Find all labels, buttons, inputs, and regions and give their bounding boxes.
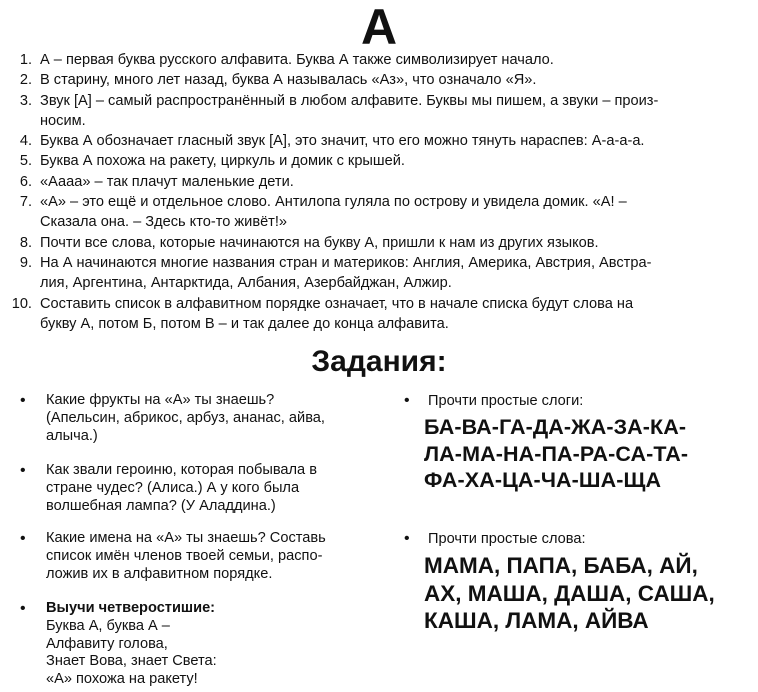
- fact-text: «Аааа» – так плачут маленькие дети.: [40, 173, 294, 190]
- page-title: А: [360, 0, 398, 55]
- fact-number: 2.: [19, 72, 32, 89]
- syllables-line: ФА-ХА-ЦА-ЧА-ША-ЩА: [424, 468, 662, 492]
- fact-item: [10, 294, 750, 335]
- fact-text: Буква А обозначает гласный звук [А], это значит, что его можно тянуть нараспев: А-а-а-а.: [40, 133, 645, 150]
- task-text: список имён членов твоей семьи, распо-: [46, 547, 323, 564]
- fact-text: «А» – это ещё и отдельное слово. Антилопа гуляла по острову и увидела домик. «А! –: [40, 194, 627, 211]
- fact-item: [10, 233, 750, 253]
- fact-text: букву А, потом Б, потом В – и так далее до конца алфавита.: [40, 315, 449, 332]
- syllables-line: БА-ВА-ГА-ДА-ЖА-ЗА-КА-: [424, 415, 687, 439]
- words-line: МАМА, ПАПА, БАБА, АЙ,: [424, 553, 698, 578]
- fact-text: В старину, много лет назад, буква А называлась «Аз», что означало «Я».: [40, 72, 537, 89]
- poem-title: Выучи четверостишие:: [46, 600, 216, 616]
- task-text: Как звали героиню, которая побывала в: [46, 462, 317, 478]
- poem-line: Буква А, буква А –: [46, 617, 170, 634]
- task-heroine: [16, 462, 317, 515]
- fact-item: [10, 192, 750, 233]
- facts-list: [10, 50, 750, 334]
- fact-number: 1.: [19, 52, 32, 68]
- task-text: алыча.): [46, 427, 98, 444]
- fact-item: [10, 50, 750, 70]
- fact-text: Звук [А] – самый распространённый в любом алфавите. Буквы мы пишем, а звуки – произ-: [40, 92, 659, 109]
- fact-number: 6.: [19, 173, 32, 190]
- task-poem: [16, 600, 217, 689]
- fact-item: [10, 91, 750, 132]
- syllables-line: ЛА-МА-НА-ПА-РА-СА-ТА-: [424, 441, 689, 466]
- fact-item: [10, 70, 750, 90]
- fact-item: [10, 253, 750, 294]
- task-fruits: [16, 392, 325, 445]
- poem-line: «А» похожа на ракету!: [46, 671, 198, 688]
- tasks-heading: Задания:: [311, 345, 447, 378]
- bullet-icon: •: [20, 462, 26, 479]
- task-text: ложив их в алфавитном порядке.: [46, 565, 273, 582]
- fact-number: 5.: [19, 153, 32, 170]
- fact-text: А – первая буква русского алфавита. Буква А также символизирует начало.: [40, 52, 554, 68]
- fact-text: Буква А похожа на ракету, циркуль и домик с крышей.: [40, 153, 405, 170]
- words-task: [404, 530, 754, 635]
- syllables-label: [404, 392, 754, 410]
- bullet-icon: •: [404, 392, 410, 409]
- task-text: волшебная лампа? (У Аладдина.): [46, 497, 276, 514]
- words-label: [404, 530, 754, 548]
- bullet-icon: •: [20, 600, 26, 617]
- fact-text: На А начинаются многие названия стран и материков: Англия, Америка, Австрия, Австра-: [40, 254, 652, 271]
- fact-item: [10, 172, 750, 192]
- bullet-icon: •: [20, 392, 26, 409]
- fact-item: [10, 151, 750, 171]
- task-names: [16, 530, 326, 583]
- words-label-text: Прочти простые слова:: [428, 531, 586, 547]
- fact-text: Составить список в алфавитном порядке означает, что в начале списка будут слова на: [40, 295, 634, 312]
- fact-text: Почти все слова, которые начинаются на букву А, пришли к нам из других языков.: [40, 234, 599, 251]
- poem-line: Алфавиту голова,: [46, 635, 168, 652]
- task-text: Какие имена на «А» ты знаешь? Составь: [46, 530, 326, 546]
- words-block: [404, 552, 754, 635]
- fact-number: 10.: [11, 295, 32, 312]
- syllables-label-text: Прочти простые слоги:: [428, 393, 584, 409]
- bullet-icon: •: [20, 530, 26, 547]
- words-line: КАША, ЛАМА, АЙВА: [424, 608, 649, 633]
- task-text: Какие фрукты на «А» ты знаешь?: [46, 392, 275, 408]
- syllables-task: [404, 392, 754, 494]
- task-text: (Апельсин, абрикос, арбуз, ананас, айва,: [46, 409, 325, 426]
- poem-line: Знает Вова, знает Света:: [46, 653, 217, 670]
- bullet-icon: •: [404, 530, 410, 547]
- fact-item: [10, 131, 750, 151]
- fact-number: 9.: [19, 254, 32, 271]
- task-text: стране чудес? (Алиса.) А у кого была: [46, 479, 300, 496]
- syllables-block: [404, 414, 754, 494]
- fact-text: лия, Аргентина, Антарктида, Албания, Азербайджан, Алжир.: [40, 275, 452, 292]
- fact-number: 7.: [19, 194, 32, 211]
- words-line: АХ, МАША, ДАША, САША,: [424, 580, 715, 606]
- fact-text: носим.: [40, 112, 86, 129]
- fact-number: 8.: [19, 234, 32, 251]
- fact-number: 4.: [19, 133, 32, 150]
- fact-number: 3.: [19, 92, 32, 109]
- fact-text: Сказала она. – Здесь кто-то живёт!»: [40, 214, 288, 231]
